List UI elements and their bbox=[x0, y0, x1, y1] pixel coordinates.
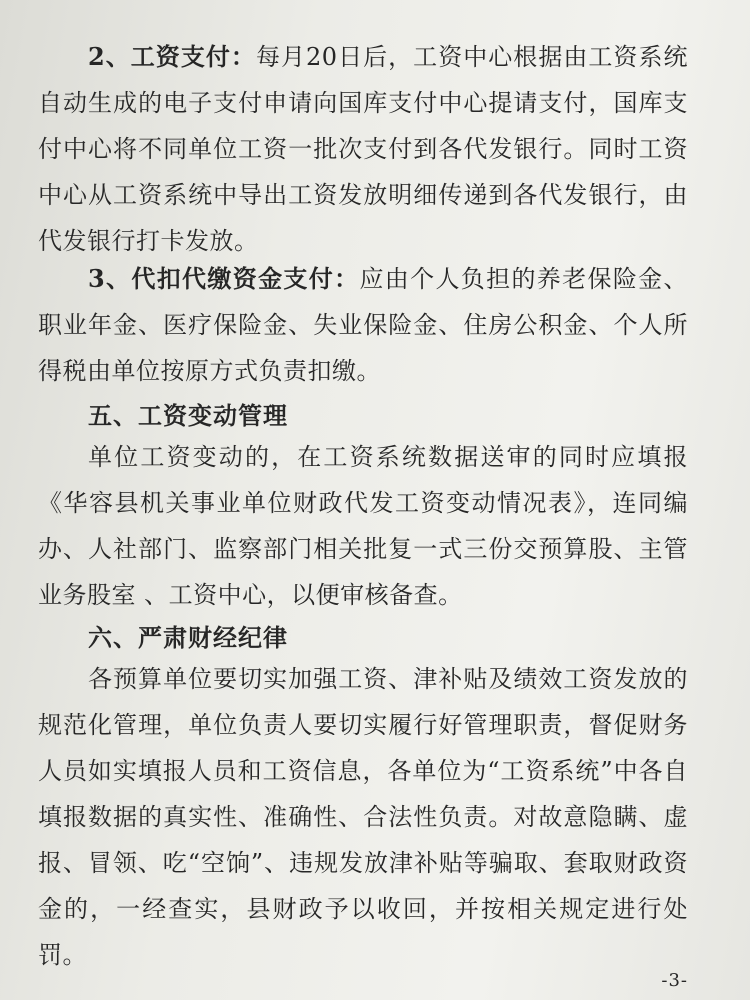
paragraph-lead: 2、工资支付： bbox=[88, 42, 256, 71]
paragraph-salary-payment bbox=[38, 34, 688, 264]
paragraph-lead: 3、代扣代缴资金支付： bbox=[88, 264, 360, 293]
section-heading-financial-discipline: 六、严肃财经纪律 bbox=[88, 623, 288, 652]
section-heading-salary-change: 五、工资变动管理 bbox=[88, 401, 288, 430]
paragraph-salary-change: 单位工资变动的，在工资系统数据送审的同时应填报《华容县机关事业单位财政代发工资变动情况表》，连同编办、人社部门、监察部门相关批复一式三份交预算股、主管业务股室 、工资中心，以便审核备查。 bbox=[38, 443, 688, 609]
paragraph-withholding-payment bbox=[38, 256, 688, 394]
paragraph-body: 每月20日后，工资中心根据由工资系统自动生成的电子支付申请向国库支付中心提请支付，国库支付中心将不同单位工资一批次支付到各代发银行。同时工资中心从工资系统中导出工资发放明细传递到各代发银行，由代发银行打卡发放。 bbox=[38, 43, 688, 255]
paragraph-financial-discipline: 各预算单位要切实加强工资、津补贴及绩效工资发放的规范化管理，单位负责人要切实履行好管理职责，督促财务人员如实填报人员和工资信息，各单位为“工资系统”中各自填报数据的真实性、准确性、合法性负责。对故意隐瞒、虚报、冒领、吃“空饷”、违规发放津补贴等骗取、套取财政资金的，一经查实，县财政予以收回，并按相关规定进行处罚。 bbox=[38, 665, 688, 969]
page-number: -3- bbox=[661, 970, 688, 991]
paragraph-body: 应由个人负担的养老保险金、职业年金、医疗保险金、失业保险金、住房公积金、个人所得税由单位按原方式负责扣缴。 bbox=[38, 265, 689, 385]
